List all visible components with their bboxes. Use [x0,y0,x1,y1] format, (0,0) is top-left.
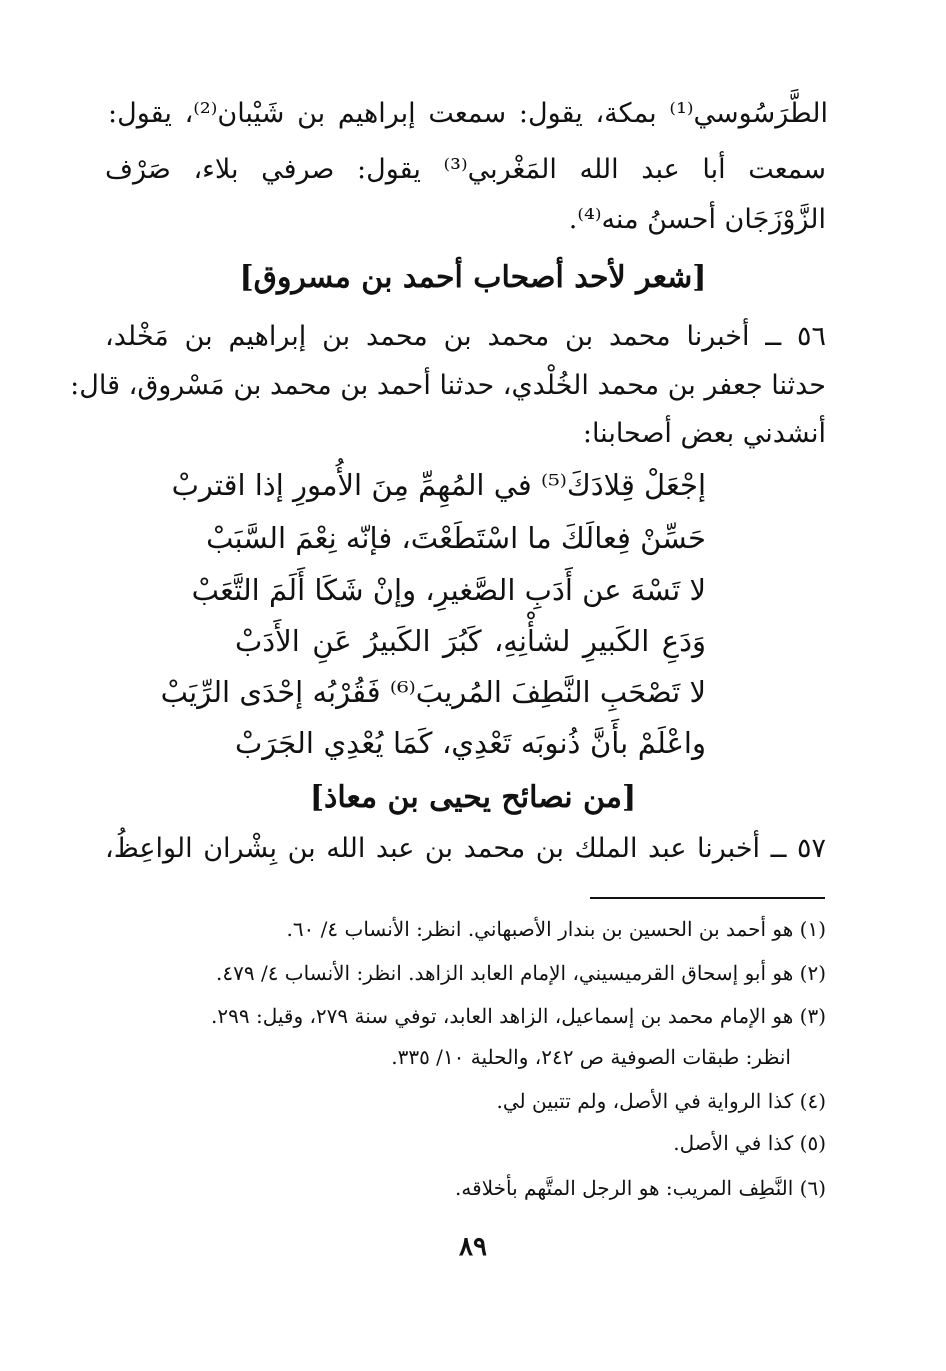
footnote-2: (٢) هو أبو إسحاق القرميسيني، الإمام العابد الزاهد. انظر: الأنساب ٤/ ٤٧٩. [216,961,826,985]
verse-line-3: لا تَسْهَ عن أَدَبِ الصَّغيرِ، وإنْ شَكَا أَلَمَ التَّعَبْ [191,573,706,607]
verse-line-1: إجْعَلْ قِلادَكَ⁽⁵⁾ في المُهِمِّ مِنَ الأُمورِ إذا اقتربْ [171,468,706,502]
entry-56-line-1: ٥٦ ــ أخبرنا محمد بن محمد بن محمد بن إبراهيم بن مَخْلد، [105,321,826,352]
entry-57-line-1: ٥٧ ــ أخبرنا عبد الملك بن محمد بن عبد الله بن بِشْران الواعِظُ، [105,833,826,864]
verse-line-2: حَسِّنْ فِعالَكَ ما اسْتَطَعْتَ، فإنّه نِعْمَ السَّبَبْ [206,521,706,555]
section-heading-poem: [شعر لأحد أصحاب أحمد بن مسروق] [239,260,707,295]
footnote-3: (٣) هو الإمام محمد بن إسماعيل، الزاهد العابد، توفي سنة ٢٧٩، وقيل: ٢٩٩. [211,1004,826,1028]
footnote-5: (٥) كذا في الأصل. [673,1131,826,1155]
footnote-4: (٤) كذا الرواية في الأصل، ولم تتبين لي. [496,1089,826,1113]
body-line-3: الزَّوْزَجَان أحسنُ منه⁽⁴⁾. [568,204,826,235]
section-heading-yahya: [من نصائح يحيى بن معاذ] [309,780,637,815]
footnote-6: (٦) النَّطِف المريب: هو الرجل المتَّهم بأخلاقه. [455,1176,826,1200]
page-number: ٨٩ [459,1232,487,1262]
body-line-1: الطَّرَسُوسي⁽¹⁾ بمكة، يقول: سمعت إبراهيم بن شَيْبان⁽²⁾، يقول: [108,98,828,129]
verse-line-6: واعْلَمْ بأَنَّ ذُنوبَه تَعْدِي، كَمَا يُعْدِي الجَرَبْ [235,726,706,760]
body-line-2: سمعت أبا عبد الله المَغْربي⁽³⁾ يقول: صرفي بلاء، صَرْف [105,154,826,185]
verse-line-5: لا تَصْحَبِ النَّطِفَ المُريبَ⁽⁶⁾ فَقُرْبُه إحْدَى الرِّيَبْ [160,675,706,709]
footnote-1: (١) هو أحمد بن الحسين بن بندار الأصبهاني. انظر: الأنساب ٤/ ٦٠. [286,917,826,941]
footnote-separator [590,897,825,899]
verse-line-4: وَدَعِ الكَبيرِ لشأْنِهِ، كَبُرَ الكَبيرُ عَنِ الأَدَبْ [235,624,706,658]
entry-56-line-2: حدثنا جعفر بن محمد الخُلْدي، حدثنا أحمد بن محمد بن مَسْروق، قال: [70,370,826,401]
footnote-3-continued: انظر: طبقات الصوفية ص ٢٤٢، والحلية ١٠/ ٣٣٥. [391,1045,791,1069]
entry-56-line-3: أنشدني بعض أصحابنا: [582,418,826,449]
